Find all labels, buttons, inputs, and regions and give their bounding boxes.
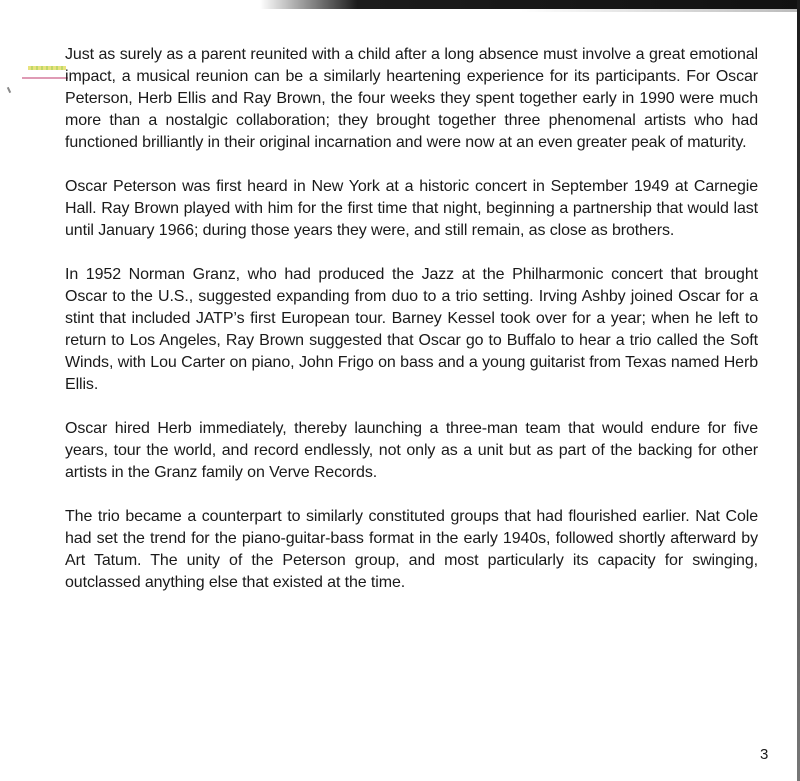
liner-notes-text <box>65 44 758 616</box>
paragraph-carnegie-hall: Oscar Peterson was first heard in New York at a historic concert in September 1949 at Carnegie Hall. Ray Brown played with him for the first time that night, beginning a partnership that would last until January 1966; during those years they were, and still remain, as close as brothers. <box>65 178 758 239</box>
scan-artifact-tick <box>7 87 11 93</box>
scan-edge-shadow <box>520 9 800 12</box>
scan-artifact-mark <box>28 66 66 70</box>
scan-artifact-line <box>22 77 68 79</box>
paragraph-trio-legacy: The trio became a counterpart to similarly constituted groups that had flourished earlier. Nat Cole had set the trend for the piano-guitar-bass format in the early 1940s, followed shortly afterward by Art Tatum. The unity of the Peterson group, and most particularly its capacity for swinging, outclassed anything else that existed at the time. <box>65 508 758 591</box>
page-number: 3 <box>760 746 769 763</box>
paragraph-trio-formation: In 1952 Norman Granz, who had produced the Jazz at the Philharmonic concert that brought Oscar to the U.S., suggested expanding from duo to a trio setting. Irving Ashby joined Oscar for a stint that included JATP’s first European tour. Barney Kessel took over for a year; when he left to return to Los Angeles, Ray Brown suggested that Oscar go to Buffalo to hear a trio called the Soft Winds, with Lou Carter on piano, John Frigo on bass and a young guitarist from Texas named Herb Ellis. <box>65 266 758 393</box>
scan-edge-top <box>260 0 800 9</box>
paragraph-herb-hired: Oscar hired Herb immediately, thereby launching a three-man team that would endure for five years, tour the world, and record endlessly, not only as a unit but as part of the backing for other artists in the Granz family on Verve Records. <box>65 420 758 481</box>
paragraph-reunion: Just as surely as a parent reunited with a child after a long absence must involve a great emotional impact, a musical reunion can be a similarly heartening experience for its participants. For Oscar Peterson, Herb Ellis and Ray Brown, the four weeks they spent together early in 1990 were much more than a nostalgic collaboration; they brought together three phenomenal artists who had functioned brilliantly in their original incarnation and were now at an even greater peak of maturity. <box>65 46 758 151</box>
